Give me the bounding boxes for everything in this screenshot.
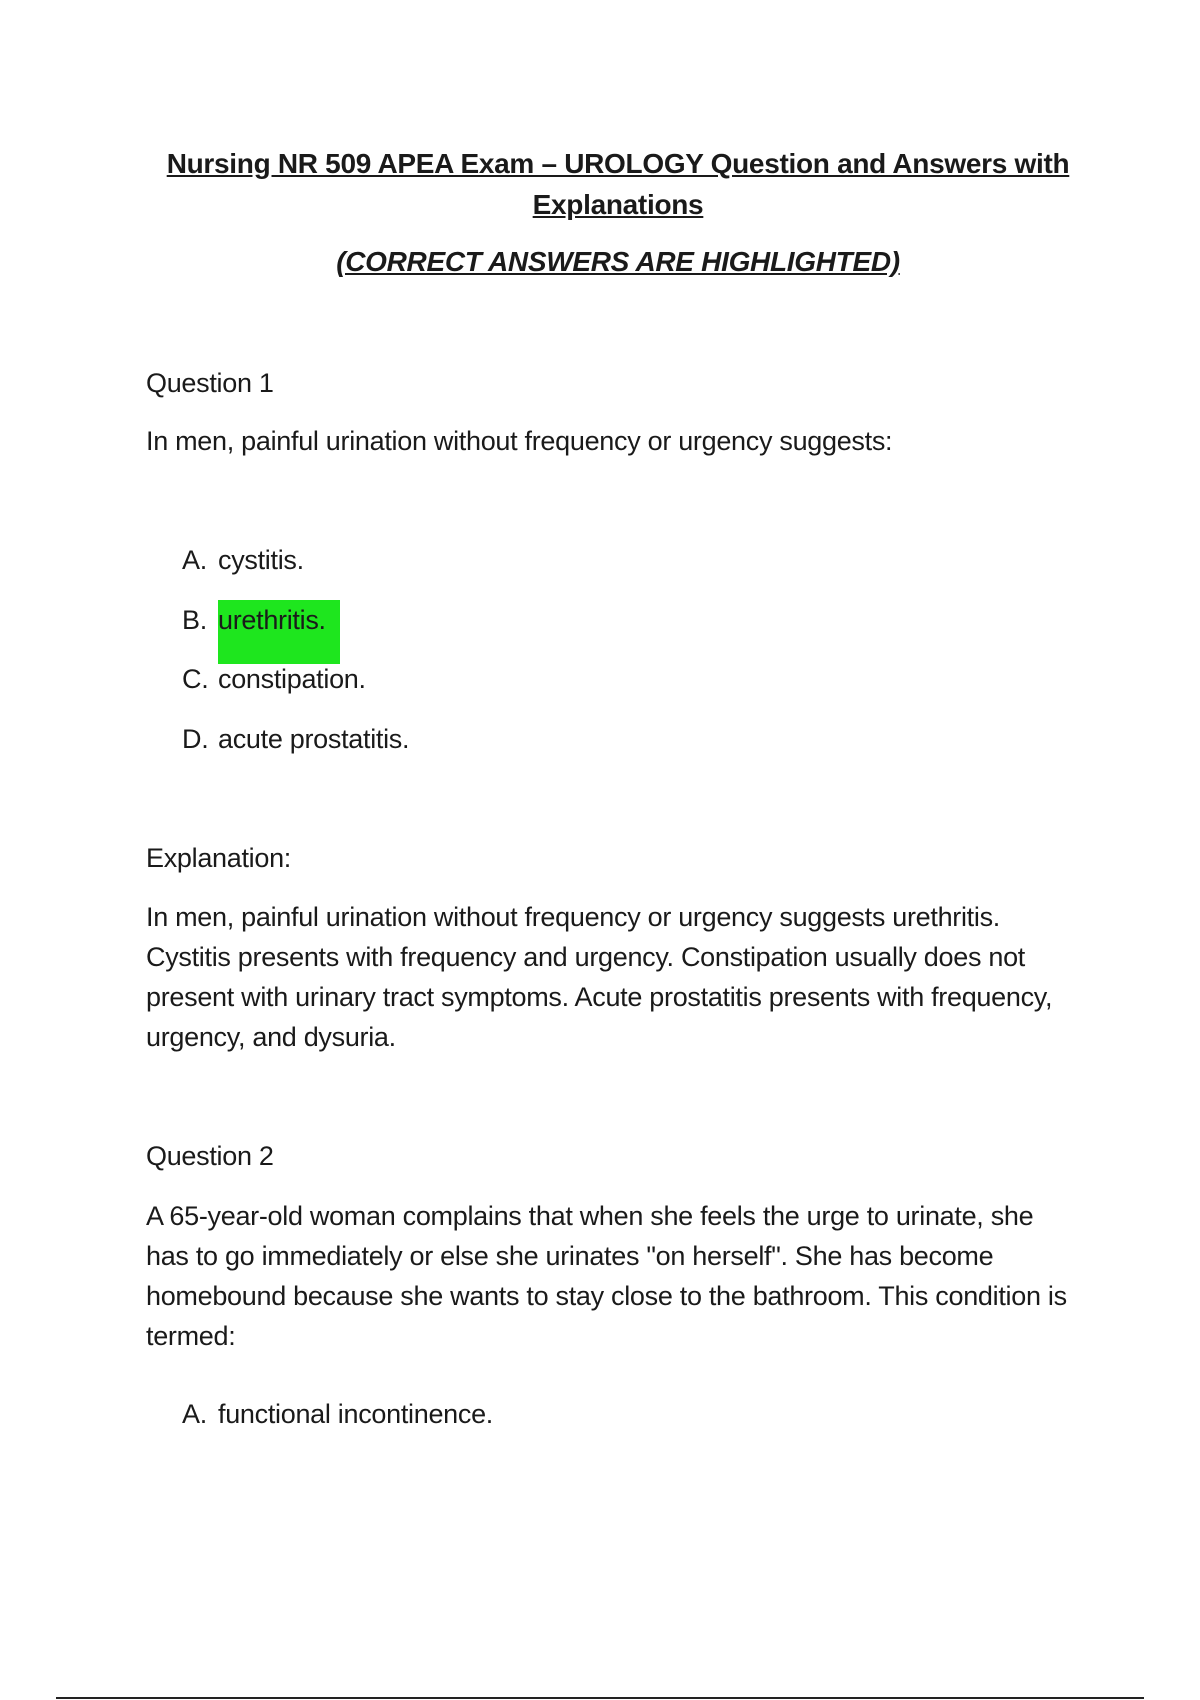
page-bottom-rule [56, 1697, 1144, 1699]
question-1-option-c [182, 659, 366, 699]
option-text: acute prostatitis. [218, 724, 410, 754]
question-1-option-d [182, 719, 409, 759]
option-text: functional incontinence. [218, 1399, 493, 1429]
question-1-explanation-heading: Explanation: [146, 843, 292, 873]
option-letter: A. [182, 545, 207, 575]
option-text: cystitis. [218, 545, 304, 575]
question-2-prompt: A 65-year-old woman complains that when she feels the urge to urinate, she has to go immediately or else she urinates "on herself". She has become homebound because she wants to stay close to the bathroom. This condition is termed: [146, 1201, 1067, 1351]
option-text: constipation. [218, 664, 366, 694]
document-title: Nursing NR 509 APEA Exam – UROLOGY Question and Answers with Explanations [166, 148, 1070, 220]
document-subtitle: (CORRECT ANSWERS ARE HIGHLIGHTED) [336, 246, 900, 277]
question-1-option-b-correct [182, 600, 340, 664]
question-2-heading: Question 2 [146, 1141, 274, 1171]
option-letter: D. [182, 724, 209, 754]
question-1-prompt: In men, painful urination without frequency or urgency suggests: [146, 426, 893, 456]
option-letter: A. [182, 1399, 207, 1429]
option-letter: C. [182, 664, 209, 694]
question-1-heading: Question 1 [146, 368, 274, 398]
correct-answer-highlight: urethritis. [218, 600, 340, 664]
option-letter: B. [182, 605, 207, 635]
question-2-option-a [182, 1394, 493, 1434]
question-1-explanation: In men, painful urination without frequency or urgency suggests urethritis. Cystitis presents with frequency and urgency. Constipation usually does not present with urinary tract symptoms. Acute prostatitis presents with frequency, urgency, and dysuria. [146, 902, 1053, 1052]
question-1-option-a [182, 540, 304, 580]
